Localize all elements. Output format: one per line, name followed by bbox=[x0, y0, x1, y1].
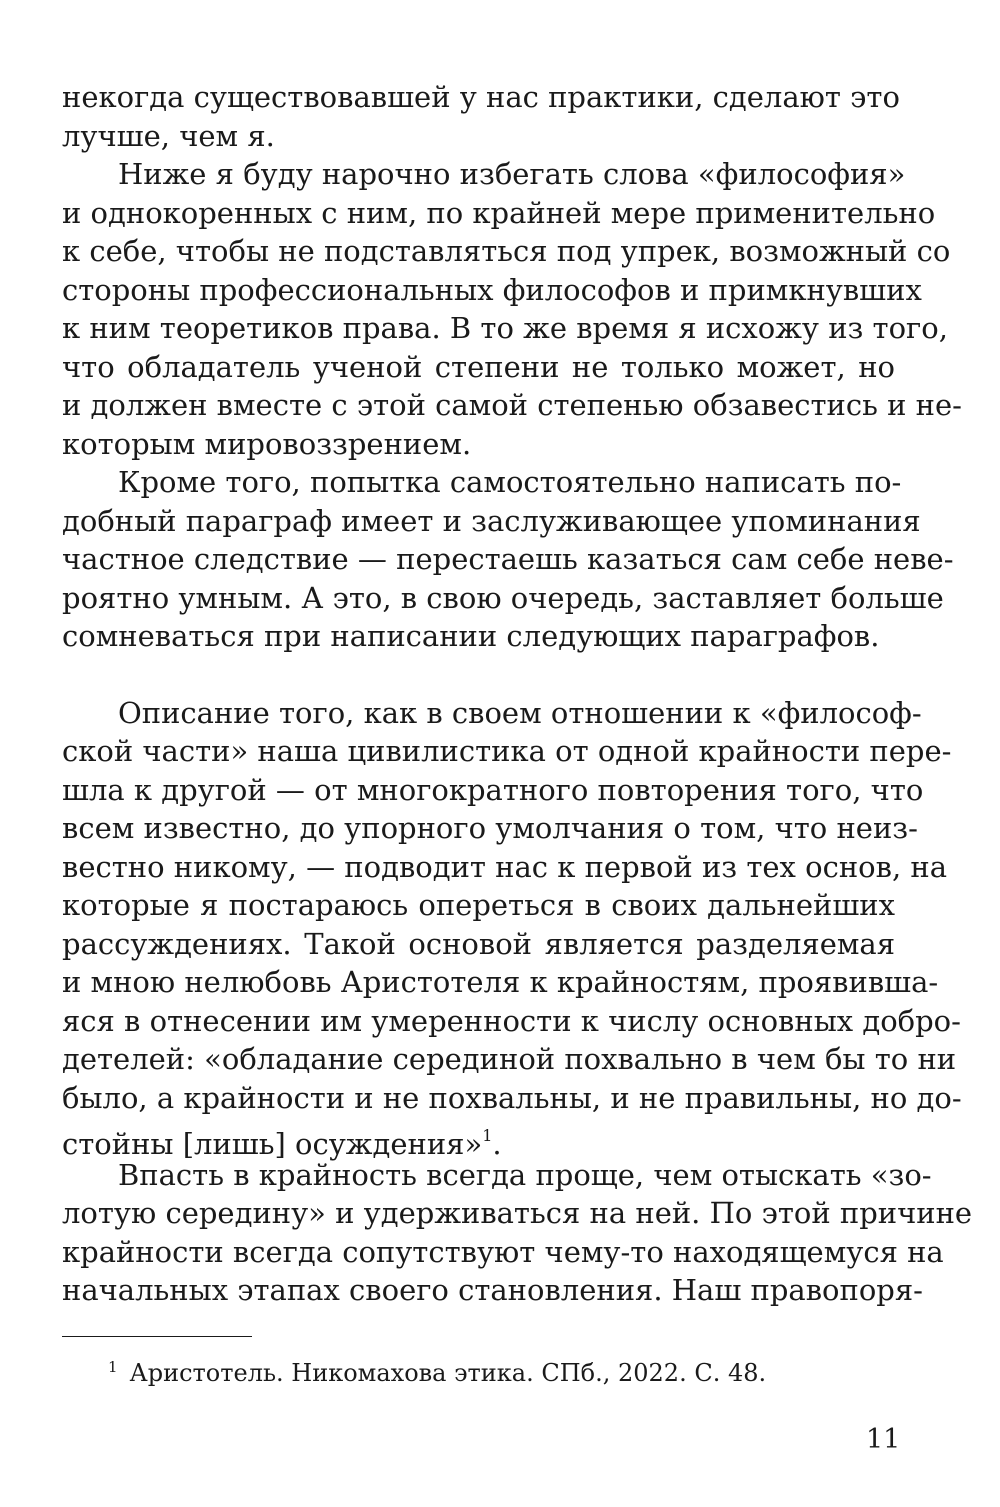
text-line: всем известно, до упорного умолчания о том, что неиз- bbox=[62, 811, 918, 845]
footnote-reference[interactable]: 1 bbox=[482, 1126, 493, 1145]
text-line: Впасть в крайность всегда проще, чем отыскать «зо- bbox=[118, 1157, 932, 1192]
text-line: сомневаться при написании следующих параграфов. bbox=[62, 619, 880, 653]
text-line: что обладатель ученой степени не только может, но bbox=[62, 349, 895, 384]
text-line bbox=[62, 1117, 895, 1161]
text-line: лотую середину» и удерживаться на ней. По этой причине bbox=[62, 1196, 973, 1230]
text-line: к ним теоретиков права. В то же время я исхожу из того, bbox=[62, 311, 948, 345]
footnote-text: Аристотель. Никомахова этика. СПб., 2022. С. 48. bbox=[129, 1359, 767, 1387]
paragraph-1 bbox=[62, 78, 900, 155]
paragraph-5 bbox=[62, 1156, 973, 1310]
text-line: роятно умным. А это, в свою очередь, заставляет больше bbox=[62, 580, 944, 615]
text-line: которые я постараюсь опереться в своих дальнейших bbox=[62, 888, 895, 922]
text-line: яся в отнесении им умеренности к числу основных добро- bbox=[62, 1003, 961, 1038]
text-line: детелей: «обладание серединой похвально в чем бы то ни bbox=[62, 1042, 957, 1076]
text-line: некогда существовавшей у нас практики, сделают это bbox=[62, 80, 900, 114]
text-line: и должен вместе с этой самой степенью обзавестись и не- bbox=[62, 388, 962, 422]
text-line: Описание того, как в своем отношении к «философ- bbox=[118, 695, 922, 730]
text-line: добный параграф имеет и заслуживающее упоминания bbox=[62, 503, 921, 538]
page-body bbox=[62, 78, 973, 1310]
text-line: лучше, чем я. bbox=[62, 118, 275, 153]
text-line: и мною нелюбовь Аристотеля к крайностям, проявивша- bbox=[62, 965, 939, 999]
section-break bbox=[62, 656, 895, 694]
text-fragment: стойны [лишь] осуждения» bbox=[62, 1127, 483, 1161]
text-line: частное следствие — перестаешь казаться сам себе неве- bbox=[62, 542, 954, 576]
page-number: 11 bbox=[866, 1424, 901, 1455]
text-line: было, а крайности и не похвальны, и не правильны, но до- bbox=[62, 1080, 962, 1115]
text-line: которым мировоззрением. bbox=[62, 426, 472, 461]
text-line: Ниже я буду нарочно избегать слова «философия» bbox=[118, 157, 906, 191]
text-line: стороны профессиональных философов и примкнувших bbox=[62, 272, 922, 307]
text-line: ской части» наша цивилистика от одной крайности пере- bbox=[62, 734, 952, 768]
text-line: крайности всегда сопутствуют чему-то находящемуся на bbox=[62, 1234, 944, 1269]
footnote-divider bbox=[62, 1336, 252, 1337]
text-line: к себе, чтобы не подставляться под упрек, возможный со bbox=[62, 234, 951, 268]
text-line: шла к другой — от многократного повторения того, что bbox=[62, 772, 924, 807]
text-line: и однокоренных с ним, по крайней мере применительно bbox=[62, 195, 936, 230]
footnote bbox=[108, 1352, 766, 1388]
footnote-mark: 1 bbox=[108, 1358, 118, 1376]
text-line: Кроме того, попытка самостоятельно написать по- bbox=[118, 465, 902, 499]
text-line: начальных этапах своего становления. Наш правопоря- bbox=[62, 1273, 923, 1307]
paragraph-3 bbox=[62, 463, 954, 656]
text-line: вестно никому, — подводит нас к первой из тех основ, на bbox=[62, 849, 947, 884]
text-line: рассуждениях. Такой основой является разделяемая bbox=[62, 926, 895, 961]
paragraph-2 bbox=[62, 155, 962, 463]
paragraph-4 bbox=[62, 694, 962, 1161]
text-fragment: . bbox=[492, 1127, 502, 1161]
